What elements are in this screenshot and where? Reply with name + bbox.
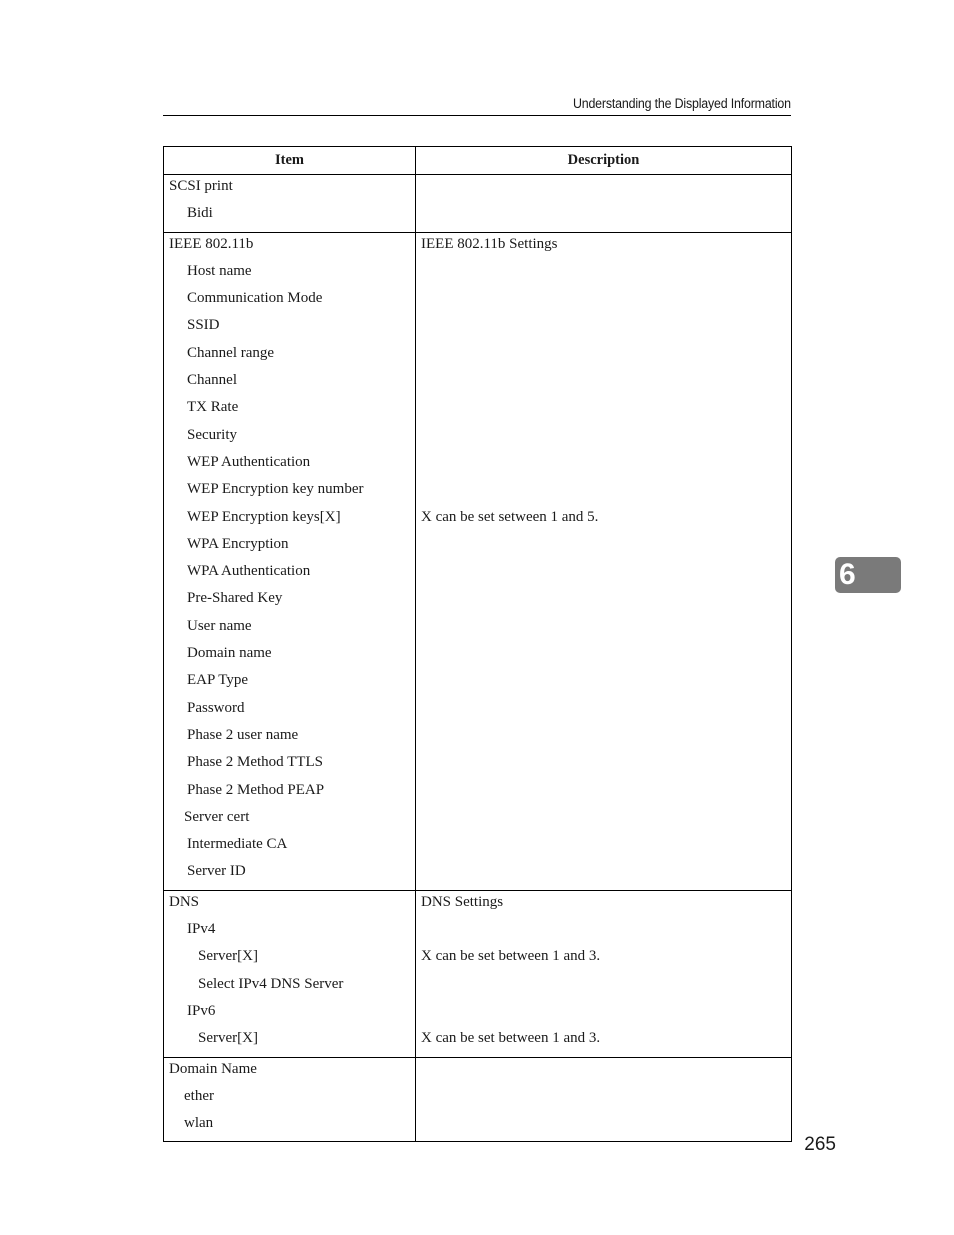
- description-text: [421, 833, 786, 860]
- item-label: IPv6: [187, 1002, 216, 1019]
- item-label: Security: [187, 426, 237, 443]
- description-text: [421, 478, 786, 505]
- description-text: [421, 806, 786, 833]
- description-text: [421, 1085, 786, 1112]
- item-label: Select IPv4 DNS Server: [198, 975, 344, 992]
- description-text: [421, 314, 786, 341]
- description-text: [421, 860, 786, 887]
- description-text: IEEE 802.11b Settings: [421, 235, 558, 252]
- description-text: [421, 202, 786, 229]
- item-label: IEEE 802.11b: [169, 235, 254, 252]
- item-label: Channel range: [187, 344, 275, 361]
- item-label: Server cert: [184, 808, 250, 825]
- description-text: [421, 642, 786, 669]
- description-text: X can be set between 1 and 3.: [421, 948, 601, 965]
- item-label: Phase 2 Method PEAP: [187, 781, 325, 798]
- description-text: X can be set setween 1 and 5.: [421, 508, 599, 525]
- item-cell: [164, 890, 416, 1057]
- item-label: User name: [187, 617, 252, 634]
- item-label: Channel: [187, 372, 237, 389]
- item-label: Phase 2 Method TTLS: [187, 754, 323, 771]
- item-label: Communication Mode: [187, 290, 323, 307]
- chapter-number: 6: [839, 558, 856, 591]
- item-label: WPA Encryption: [187, 535, 289, 552]
- description-cell: [416, 232, 792, 890]
- item-label: DNS: [169, 893, 200, 910]
- column-header-description: Description: [416, 147, 792, 175]
- description-text: [421, 697, 786, 724]
- description-text: [421, 260, 786, 287]
- item-label: WPA Authentication: [187, 563, 311, 580]
- page-number: 265: [804, 1134, 836, 1155]
- item-label: WEP Encryption keys[X]: [187, 508, 341, 525]
- table-header-row: [164, 147, 792, 175]
- item-label: Phase 2 user name: [187, 726, 299, 743]
- item-label: Server[X]: [198, 948, 258, 965]
- item-label: Server[X]: [198, 1030, 258, 1047]
- item-cell: [164, 1057, 416, 1142]
- description-text: [421, 396, 786, 423]
- item-label: WEP Encryption key number: [187, 481, 364, 498]
- description-text: X can be set between 1 and 3.: [421, 1030, 601, 1047]
- item-label: SCSI print: [169, 178, 233, 194]
- item-label: SSID: [187, 317, 220, 334]
- description-text: [421, 615, 786, 642]
- item-label: wlan: [184, 1115, 214, 1132]
- description-text: [421, 779, 786, 806]
- item-label: Intermediate CA: [187, 836, 288, 853]
- item-label: IPv4: [187, 921, 216, 938]
- description-cell: [416, 890, 792, 1057]
- item-label: Domain name: [187, 645, 272, 662]
- description-text: [421, 669, 786, 696]
- description-cell: [416, 175, 792, 233]
- description-cell: [416, 1057, 792, 1142]
- item-label: EAP Type: [187, 672, 249, 689]
- item-label: Host name: [187, 262, 252, 279]
- description-text: [421, 369, 786, 396]
- running-header: [163, 94, 791, 116]
- table-row: [164, 232, 792, 890]
- table-row: [164, 890, 792, 1057]
- description-text: [421, 724, 786, 751]
- item-label: ether: [184, 1087, 214, 1104]
- description-text: [421, 1000, 786, 1027]
- description-text: [421, 424, 786, 451]
- description-text: [421, 587, 786, 614]
- running-header-title: Understanding the Displayed Information: [573, 96, 791, 111]
- table-row: [164, 1057, 792, 1142]
- item-label: Password: [187, 699, 245, 716]
- description-text: [421, 451, 786, 478]
- description-text: [421, 1058, 786, 1085]
- description-text: [421, 751, 786, 778]
- description-text: [421, 560, 786, 587]
- description-text: [421, 533, 786, 560]
- description-text: DNS Settings: [421, 893, 504, 910]
- description-text: [421, 1112, 786, 1139]
- item-cell: [164, 175, 416, 233]
- description-text: [421, 342, 786, 369]
- item-label: Pre-Shared Key: [187, 590, 283, 607]
- description-text: [421, 973, 786, 1000]
- column-header-item: Item: [164, 147, 416, 175]
- item-label: Domain Name: [169, 1060, 257, 1077]
- item-cell: [164, 232, 416, 890]
- item-label: WEP Authentication: [187, 453, 311, 470]
- table-row: [164, 175, 792, 233]
- description-text: [421, 175, 786, 202]
- description-text: [421, 918, 786, 945]
- settings-table: [163, 146, 792, 1142]
- item-label: Server ID: [187, 863, 246, 880]
- description-text: [421, 287, 786, 314]
- chapter-tab: [835, 557, 901, 593]
- item-label: Bidi: [187, 205, 213, 222]
- item-label: TX Rate: [187, 399, 239, 416]
